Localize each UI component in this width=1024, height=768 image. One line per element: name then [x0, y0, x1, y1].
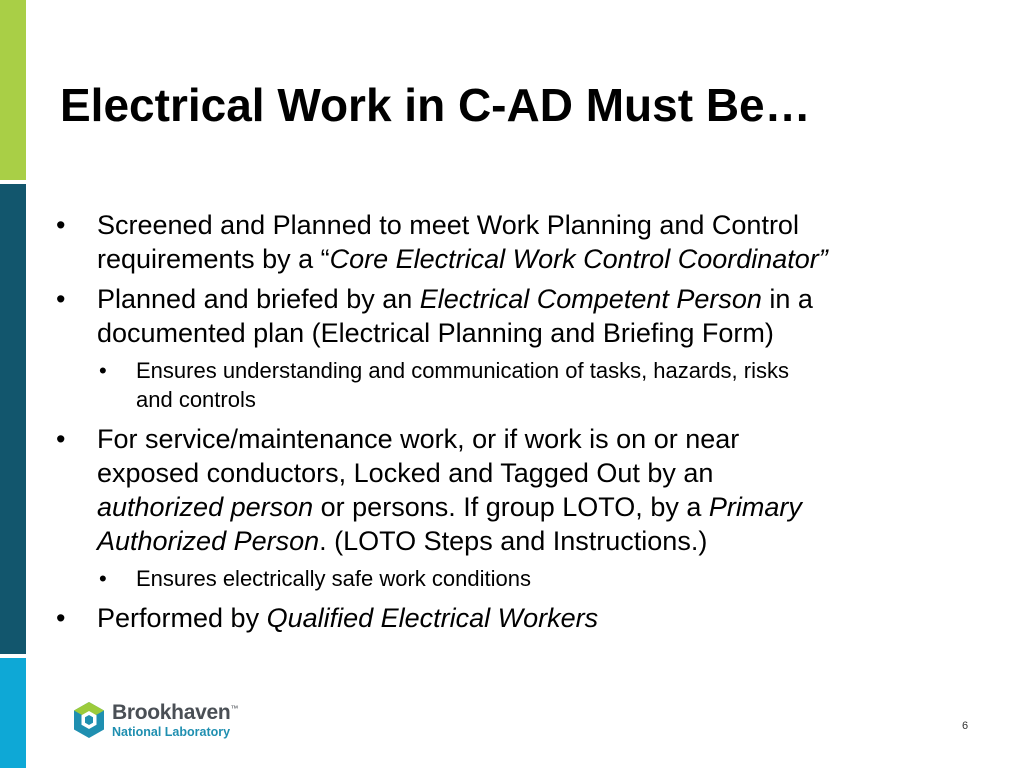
bullet-text: Performed by	[97, 603, 267, 633]
bullet-text: requirements by a “	[97, 244, 330, 274]
bullet-screened-planned	[56, 208, 956, 276]
logo-name-text: Brookhaven	[112, 700, 231, 724]
brookhaven-hexagon-logo-icon	[72, 700, 106, 740]
bullet-text: . (LOTO Steps and Instructions.)	[319, 526, 708, 556]
sub-bullet-understanding	[56, 356, 956, 414]
bullet-performed-by	[56, 601, 956, 635]
sub-bullet-text-line: Ensures electrically safe work conditions	[136, 566, 531, 591]
bullet-text-line	[97, 524, 956, 558]
sub-bullet-text-line: Ensures understanding and communication of tasks, hazards, risks	[136, 358, 789, 383]
bullet-text-line: Screened and Planned to meet Work Planning and Control	[97, 210, 799, 240]
bullet-dot: •	[56, 424, 66, 454]
bullet-text-line: exposed conductors, Locked and Tagged Out by an	[97, 458, 714, 488]
page-number: 6	[962, 720, 969, 732]
bullet-emphasis: Electrical Competent Person	[419, 284, 762, 314]
bullet-dot: •	[56, 210, 66, 240]
bullet-text: in a	[761, 284, 813, 314]
bullet-text: Planned and briefed by an	[97, 284, 420, 314]
bullet-service-maintenance	[56, 422, 956, 558]
slide-title: Electrical Work in C-AD Must Be…	[60, 79, 811, 131]
logo-text	[112, 702, 238, 739]
sub-bullet-dot: •	[99, 358, 107, 383]
sub-bullet-safe-conditions	[56, 564, 956, 593]
bullet-emphasis: Qualified Electrical Workers	[266, 603, 599, 633]
bullet-emphasis: Core Electrical Work Control Coordinator”	[329, 244, 828, 274]
bullet-text-line	[97, 242, 956, 276]
sub-bullet-dot: •	[99, 566, 107, 591]
side-strip-light-blue	[0, 658, 26, 768]
bullet-planned-briefed	[56, 282, 956, 350]
brookhaven-logo	[72, 699, 238, 741]
bullet-dot: •	[56, 603, 66, 633]
bullet-emphasis: Primary	[708, 492, 802, 522]
bullet-text-line	[97, 282, 956, 316]
bullet-dot: •	[56, 284, 66, 314]
side-strip-dark-teal	[0, 184, 26, 654]
bullet-text-line	[97, 490, 956, 524]
sub-bullet-text-line: and controls	[136, 387, 256, 412]
bullet-text-line: documented plan (Electrical Planning and Briefing Form)	[97, 318, 774, 348]
logo-subtitle: National Laboratory	[112, 724, 231, 739]
bullet-emphasis: authorized person	[97, 492, 314, 522]
bullet-text: or persons. If group LOTO, by a	[313, 492, 709, 522]
bullet-text-line: For service/maintenance work, or if work is on or near	[97, 424, 740, 454]
logo-name	[112, 702, 238, 723]
bullet-emphasis: Authorized Person	[97, 526, 320, 556]
bullet-list	[56, 208, 956, 641]
logo-trademark: ™	[230, 703, 239, 713]
side-strip-green	[0, 0, 26, 180]
bullet-text-line	[97, 601, 956, 635]
